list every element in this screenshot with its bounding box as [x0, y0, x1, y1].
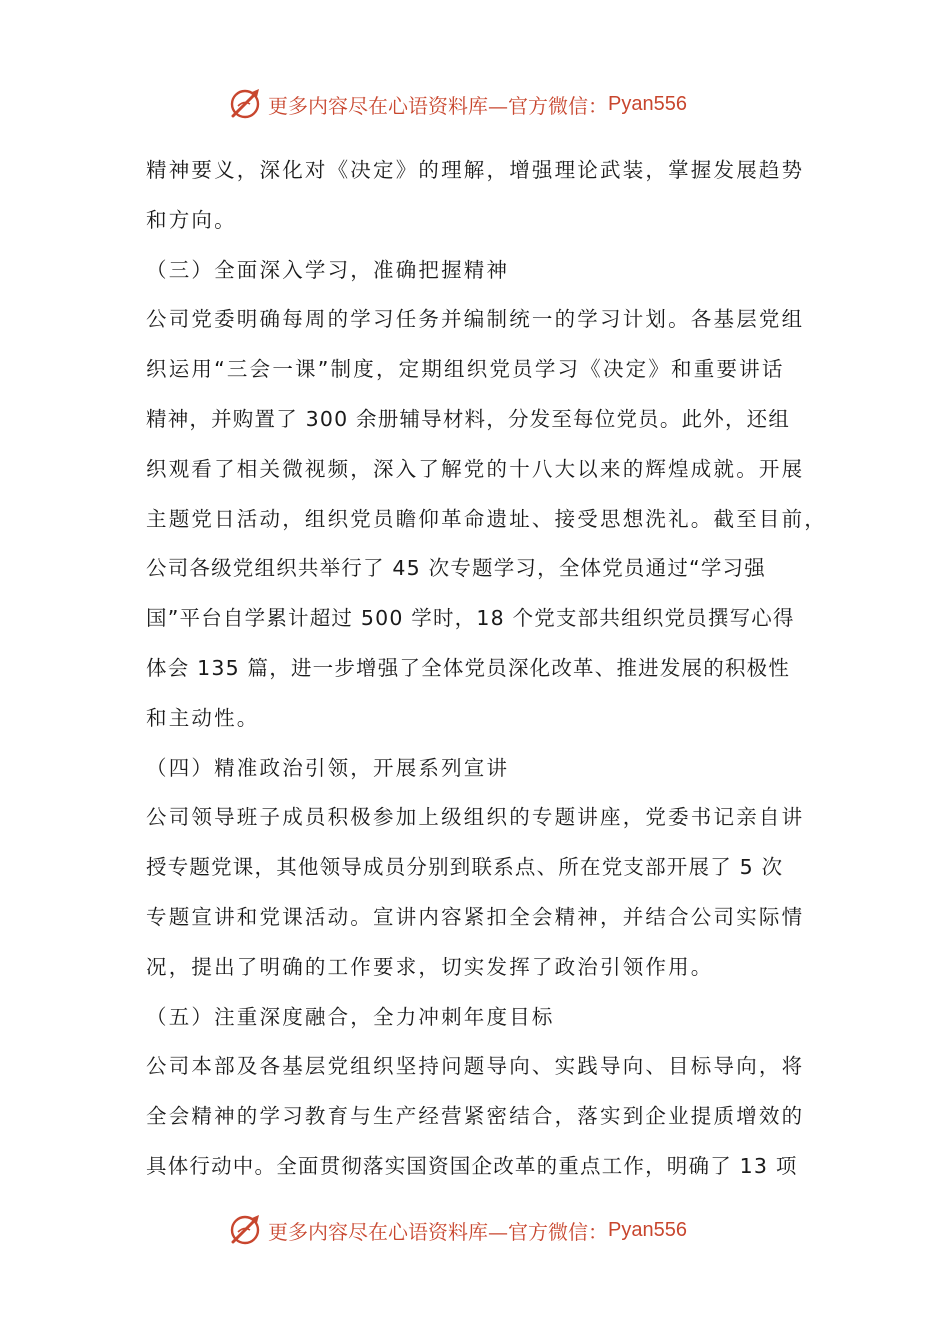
text-line: 体会 135 篇，进一步增强了全体党员深化改革、推进发展的积极性 [146, 655, 791, 680]
text-line: 况，提出了明确的工作要求，切实发挥了政治引领作用。 [146, 954, 714, 979]
text-line: 专题宣讲和党课活动。宣讲内容紧扣全会精神，并结合公司实际情 [146, 904, 805, 929]
pen-logo-icon [228, 86, 264, 122]
text-line: 公司党委明确每周的学习任务并编制统一的学习计划。各基层党组 [146, 307, 805, 332]
banner-text: 更多内容尽在心语资料库—官方微信： [268, 1219, 608, 1244]
footer-banner [228, 1210, 687, 1250]
section-heading: （五）注重深度融合，全力冲刺年度目标 [146, 1004, 555, 1029]
section-heading: （三）全面深入学习，准确把握精神 [146, 257, 510, 282]
banner-brand: Pyan556 [608, 1218, 687, 1241]
pen-logo-icon [228, 1212, 264, 1248]
text-line: 精神，并购置了 300 余册辅导材料，分发至每位党员。此外，还组 [146, 406, 791, 431]
text-line: 织运用“三会一课”制度，定期组织党员学习《决定》和重要讲话 [146, 357, 785, 382]
text-line: 织观看了相关微视频，深入了解党的十八大以来的辉煌成就。开展 [146, 456, 805, 481]
header-banner [228, 84, 687, 124]
text-line: 国”平台自学累计超过 500 学时，18 个党支部共组织党员撰写心得 [146, 606, 795, 631]
section-heading: （四）精准政治引领，开展系列宣讲 [146, 755, 510, 780]
text-line: 精神要义，深化对《决定》的理解，增强理论武装，掌握发展趋势 [146, 158, 805, 182]
text-line: 和方向。 [146, 207, 237, 232]
text-line: 全会精神的学习教育与生产经营紧密结合，落实到企业提质增效的 [146, 1104, 805, 1129]
text-line: 公司领导班子成员积极参加上级组织的专题讲座，党委书记亲自讲 [146, 805, 805, 830]
text-line: 主题党日活动，组织党员瞻仰革命遗址、接受思想洗礼。截至目前， [146, 506, 827, 531]
text-line: 公司本部及各基层党组织坚持问题导向、实践导向、目标导向，将 [146, 1054, 805, 1079]
banner-text: 更多内容尽在心语资料库—官方微信： [268, 93, 608, 118]
text-line: 和主动性。 [146, 705, 260, 730]
text-line: 公司各级党组织共举行了 45 次专题学习，全体党员通过“学习强 [146, 556, 766, 581]
banner-brand: Pyan556 [608, 92, 687, 115]
document-body [146, 146, 827, 1192]
text-line: 具体行动中。全面贯彻落实国资国企改革的重点工作，明确了 13 项 [146, 1153, 798, 1178]
text-line: 授专题党课，其他领导成员分别到联系点、所在党支部开展了 5 次 [146, 855, 784, 880]
